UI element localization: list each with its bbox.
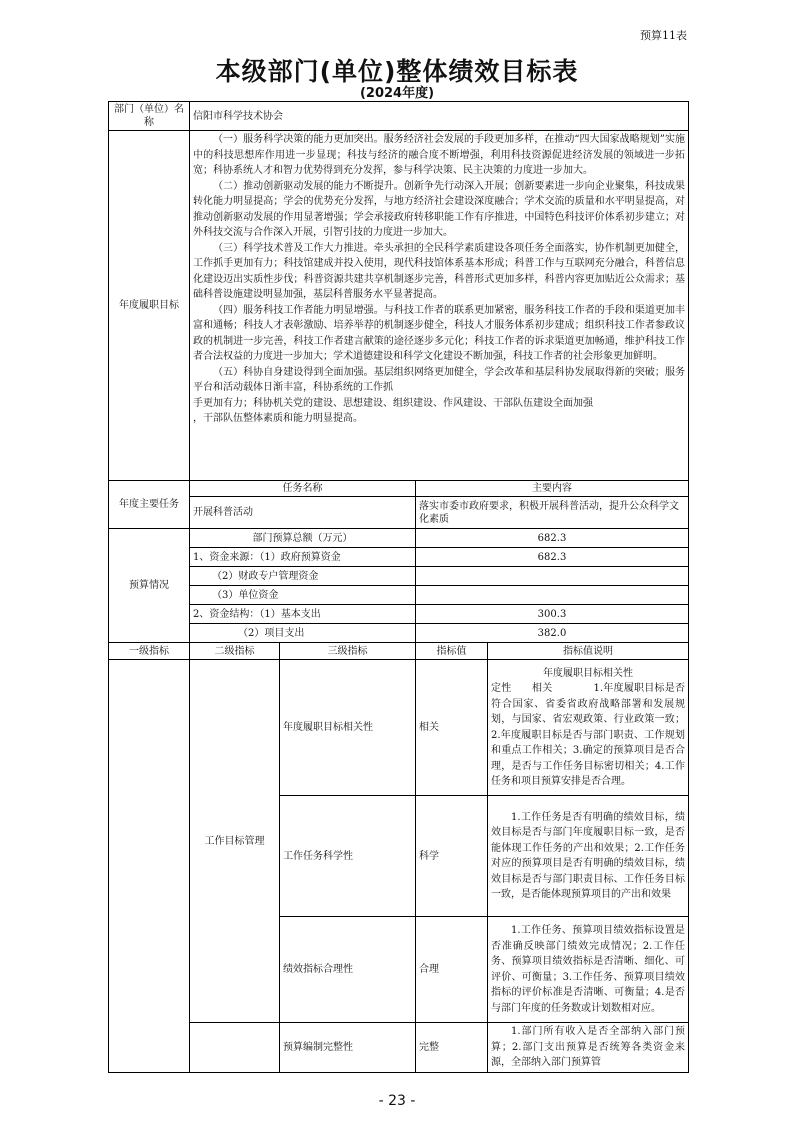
main-tasks-label: 年度主要任务 bbox=[109, 481, 190, 529]
budget-total-label: 部门预算总额（万元） bbox=[190, 529, 416, 548]
header-level2: 二级指标 bbox=[190, 643, 280, 660]
indicator-value: 相关 bbox=[416, 660, 488, 796]
level3-name: 工作任务科学性 bbox=[280, 796, 416, 917]
indicator-desc: 1.部门所有收入是否全部纳入部门预算；2.部门支出预算是否统筹各类资金来源，全部纳入部门预算管 bbox=[488, 1023, 689, 1073]
level2-work-goal: 工作目标管理 bbox=[190, 660, 280, 1023]
budget-total-value: 682.3 bbox=[416, 529, 689, 548]
indicator-value: 合理 bbox=[416, 917, 488, 1023]
header-value: 指标值 bbox=[416, 643, 488, 660]
performance-table bbox=[108, 101, 689, 1073]
page-title: 本级部门(单位)整体绩效目标表 bbox=[215, 57, 579, 86]
unit-name-value: 信阳市科学技术协会 bbox=[190, 102, 689, 131]
duty-paragraph: （二）推动创新驱动发展的能力不断提升。创新争先行动深入开展；创新要素进一步向企业聚集，科技成果转化能力明显提高；学会的优势充分发挥，与地方经济社会建设深度融合；学术交流的质量和水平明显提高，对推动创新驱动发展的作用显著增强；学会承接政府转移职能工作有序推进，中国特色科技评价体系初步建立；对外科技交流与合作深入开展，引智引技的力度进一步加大。 bbox=[193, 180, 685, 238]
level3-name: 预算编制完整性 bbox=[280, 1023, 416, 1073]
year-subtitle: (2024年度) bbox=[359, 86, 435, 101]
budget-source-value: 682.3 bbox=[416, 548, 689, 567]
budget-struct-value: 300.3 bbox=[416, 605, 689, 624]
duty-paragraph: （三）科学技术普及工作大力推进。牵头承担的全民科学素质建设各项任务全面落实，协作机制更加健全，工作抓手更加有力；科技馆建成并投入使用，现代科技馆体系基本形成；科普工作与互联网充分融合，科普信息化建设迈出实质性步伐；科普资源共建共享机制逐步完善，科普形式更加多样，科普内容更加贴近公众需求；基础科普设施建设明显加强，基层科普服务水平显著提高。 bbox=[193, 242, 685, 300]
budget-struct2-value: 382.0 bbox=[416, 624, 689, 643]
duty-paragraph: （五）科协自身建设得到全面加强。基层组织网络更加健全，学会改革和基层科协发展取得新的突破；服务平台和活动载体日渐丰富，科协系统的工作抓 bbox=[193, 366, 685, 393]
level1-cell bbox=[109, 660, 190, 1073]
task-content-header: 主要内容 bbox=[416, 481, 689, 497]
duty-paragraph: （四）服务科技工作者能力明显增强。与科技工作者的联系更加紧密，服务科技工作者的手段和渠道更加丰富和通畅；科技人才表彰激励、培养举荐的机制逐步健全，科技人才服务体系初步建成；组织科技工作者参政议政的机制进一步完善，科技工作者建言献策的途径逐步多元化；科技工作者的诉求渠道更加畅通，维护科技工作者合法权益的力度进一步加大；学术道德建设和科学文化建设不断加强，科技工作者的社会形象更加鲜明。 bbox=[193, 304, 685, 362]
level3-name: 绩效指标合理性 bbox=[280, 917, 416, 1023]
budget-source3-value bbox=[416, 586, 689, 605]
indicator-desc-text: 定性 相关 1.年度履职目标是否符合国家、省委省政府战略部署和发展规划，与国家、省宏观政策、行业政策一致；2.年度履职目标是否与部门职责、工作规划和重点工作相关；3.确定的预算项目是否合理，是否与工作任务目标密切相关；4.工作任务和项目预算安排是否合理。 bbox=[491, 683, 685, 787]
annual-duty-content bbox=[190, 131, 689, 481]
indicator-desc-title: 年度履职目标相关性 bbox=[543, 667, 633, 679]
task-content: 落实市委市政府要求，积极开展科普活动，提升公众科学文化素质 bbox=[416, 497, 689, 529]
budget-source-label: 1、资金来源：（1）政府预算资金 bbox=[190, 548, 416, 567]
budget-source2-value bbox=[416, 567, 689, 586]
level2-cell bbox=[190, 1023, 280, 1073]
indicator-value: 科学 bbox=[416, 796, 488, 917]
duty-paragraph: （一）服务科学决策的能力更加突出。服务经济社会发展的手段更加多样，在推动“四大国家战略规划”实施中的科技思想库作用进一步显现；科技与经济的融合度不断增强，利用科技资源促进经济发展的领域进一步拓宽；科协系统人才和智力优势得到充分发挥，参与科学决策、民主决策的力度进一步加大。 bbox=[193, 134, 685, 176]
budget-source2-label: （2）财政专户管理资金 bbox=[190, 567, 416, 586]
indicator-desc: 1.工作任务是否有明确的绩效目标，绩效目标是否与部门年度履职目标一致，是否能体现工作任务的产出和效果；2.工作任务对应的预算项目是否有明确的绩效目标，绩效目标是否与部门职责目标、工作任务目标一致，是否能体现预算项目的产出和效果 bbox=[488, 796, 689, 917]
duty-paragraph: 手更加有力；科协机关党的建设、思想建设、组织建设、作风建设、干部队伍建设全面加强 bbox=[193, 397, 593, 409]
task-name-header: 任务名称 bbox=[190, 481, 416, 497]
duty-paragraph: ，干部队伍整体素质和能力明显提高。 bbox=[193, 413, 363, 424]
annual-duty-label: 年度履职目标 bbox=[109, 131, 190, 481]
indicator-desc bbox=[488, 660, 689, 796]
header-level1: 一级指标 bbox=[109, 643, 190, 660]
unit-name-label: 部门（单位）名称 bbox=[109, 102, 190, 131]
level3-name: 年度履职目标相关性 bbox=[280, 660, 416, 796]
indicator-desc: 1.工作任务、预算项目绩效指标设置是否准确反映部门绩效完成情况；2.工作任务、预算项目绩效指标是否清晰、细化、可评价、可衡量；3.工作任务、预算项目绩效指标的评价标准是否清晰、可衡量；4.是否与部门年度的任务数或计划数相对应。 bbox=[488, 917, 689, 1023]
budget-struct-label: 2、资金结构：（1）基本支出 bbox=[190, 605, 416, 624]
header-level3: 三级指标 bbox=[280, 643, 416, 660]
page-number: - 23 - bbox=[378, 1093, 416, 1109]
budget-table-tag: 预算11表 bbox=[640, 29, 687, 42]
budget-struct2-label: （2）项目支出 bbox=[190, 624, 416, 643]
header-desc: 指标值说明 bbox=[488, 643, 689, 660]
budget-source3-label: （3）单位资金 bbox=[190, 586, 416, 605]
budget-label: 预算情况 bbox=[109, 529, 190, 643]
indicator-value: 完整 bbox=[416, 1023, 488, 1073]
task-name: 开展科普活动 bbox=[190, 497, 416, 529]
